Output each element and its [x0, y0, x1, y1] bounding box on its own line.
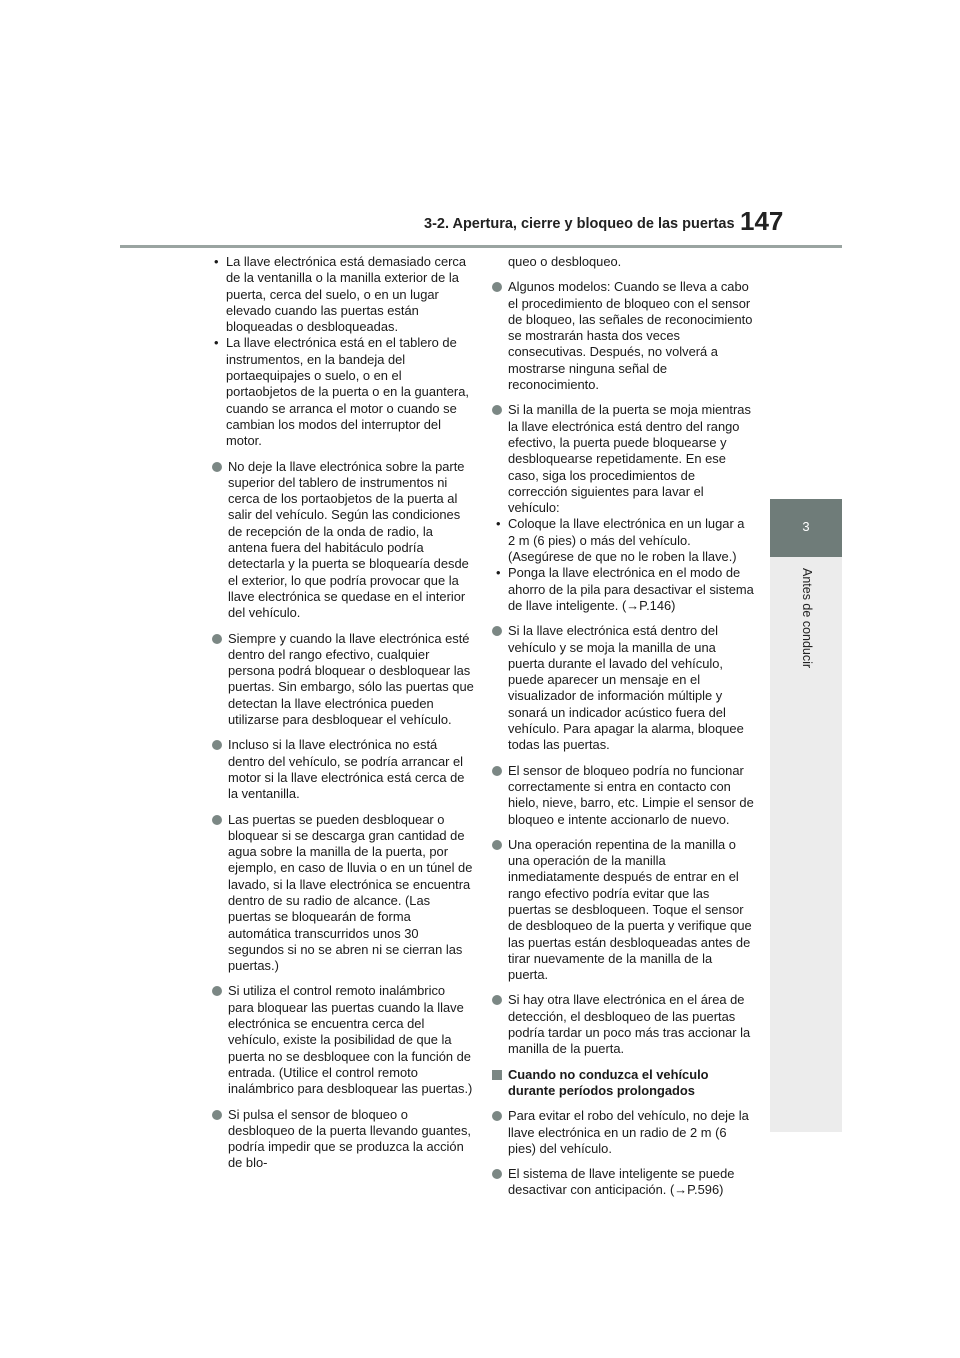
- left-column: [212, 254, 474, 1181]
- bullet-item: El sensor de bloqueo podría no funcionar correctamente si entra en contacto con hielo, nieve, barro, etc. Limpie el sensor de bloqueo e intente accionarlo de nuevo.: [492, 763, 754, 828]
- bullet-circle-icon: [492, 766, 502, 776]
- continuation-text: queo o desbloqueo.: [508, 254, 622, 269]
- sub-bullet: • La llave electrónica está en el tablero de instrumentos, en la bandeja del portaequipajes o suelo, o en el portaobjetos de la puerta o en la guantera, cuando se arranca el motor o cuando se cambian los modos del interruptor del motor.: [214, 335, 469, 449]
- header-rule: [120, 245, 842, 248]
- bullet-item: Si utiliza el control remoto inalámbrico para bloquear las puertas cuando la llave electrónica se encuentra cerca del vehículo, existe la posibilidad de que la puerta no se desbloquee con la función de entrada. (Utilice el control remoto inalámbrico para desbloquear las puertas.): [212, 983, 474, 1097]
- bullet-circle-icon: [212, 634, 222, 644]
- bullet-circle-icon: [212, 815, 222, 825]
- bullet-item: Si la llave electrónica está dentro del vehículo y se moja la manilla de una puerta durante el lavado del vehículo, puede aparecer un mensaje en el visualizador de información múltiple y sonará un indicador acústico fuera del vehículo. Para apagar la alarma, bloquee todas las puertas.: [492, 623, 754, 753]
- bullet-circle-icon: [492, 995, 502, 1005]
- bullet-circle-icon: [492, 1111, 502, 1121]
- bullet-circle-icon: [212, 1110, 222, 1120]
- bullet-item: Incluso si la llave electrónica no está dentro del vehículo, se podría arrancar el motor si la llave electrónica está cerca de la ventanilla.: [212, 737, 474, 802]
- bullet-circle-icon: [212, 462, 222, 472]
- right-column: [492, 254, 754, 1208]
- bullet-item: Si pulsa el sensor de bloqueo o desbloqueo de la puerta llevando guantes, podría impedir que se produzca la acción de blo-: [212, 1107, 474, 1172]
- bullet-circle-icon: [492, 405, 502, 415]
- chapter-number: 3: [802, 519, 810, 534]
- sub-bullet: • La llave electrónica está demasiado cerca de la ventanilla o la manilla exterior de la puerta, cerca del suelo, o en un lugar elevado cuando las puertas están bloqueadas o desbloqueadas.: [214, 254, 467, 335]
- chapter-tab: [770, 499, 842, 557]
- page-number: 147: [740, 206, 784, 236]
- bullet-item: Para evitar el robo del vehículo, no deje la llave electrónica en un radio de 2 m (6 pies) del vehículo.: [492, 1108, 754, 1157]
- bullet-item: Siempre y cuando la llave electrónica esté dentro del rango efectivo, cualquier persona podrá bloquear o desbloquear las puertas. Sin embargo, sólo las puertas que detectan la llave electrónica pueden utilizarse para desbloquear el vehículo.: [212, 631, 474, 729]
- bullet-item: Si hay otra llave electrónica en el área de detección, el desbloqueo de las puertas podría tardar un poco más tras accionar la manilla de la puerta.: [492, 992, 754, 1057]
- bullet-circle-icon: [212, 986, 222, 996]
- bullet-circle-icon: [492, 840, 502, 850]
- bullet-item: Las puertas se pueden desbloquear o bloquear si se descarga gran cantidad de agua sobre la manilla de la puerta, por ejemplo, en caso de lluvia o en un túnel de lavado, si la llave electrónica se encuentra dentro de su radio de alcance. (Las puertas se bloquearán de forma automática transcurridos unos 30 segundos si no se abren ni se cierran las puertas.): [212, 812, 474, 975]
- section-heading: Cuando no conduzca el vehículo durante períodos prolongados: [492, 1067, 754, 1100]
- bullet-item: El sistema de llave inteligente se puede desactivar con anticipación. (→P.596): [492, 1166, 754, 1199]
- bullet-item: Algunos modelos: Cuando se lleva a cabo el procedimiento de bloqueo con el sensor de bloqueo, las señales de reconocimiento se mostrarán hasta dos veces consecutivas. Después, no volverá a mostrarse ninguna señal de reconocimiento.: [492, 279, 754, 393]
- bullet-item: Si la manilla de la puerta se moja mientras la llave electrónica está dentro del rango efectivo, la puerta puede bloquearse y desbloquearse repetidamente. En ese caso, siga los procedimientos de corrección siguientes para lavar el vehículo: • Coloque la llave electrónica en un lugar a 2 m (6 pies) o más del vehículo. (Asegúrese de que no le roben la llave.) • Ponga la llave electrónica en el modo de ahorro de la pila para desactivar el sistema de llave inteligente. (→P.146): [492, 402, 754, 614]
- bullet-item: Una operación repentina de la manilla o una operación de la manilla inmediatamente después de entrar en el rango efectivo podría evitar que las puertas se desbloqueen. Toque el sensor de desbloqueo de la puerta y verifique que las puertas están desbloqueadas antes de tirar nuevamente de la manilla de la puerta.: [492, 837, 754, 984]
- bullet-circle-icon: [492, 1169, 502, 1179]
- sub-bullet: • Coloque la llave electrónica en un lugar a 2 m (6 pies) o más del vehículo. (Asegúrese de que no le roben la llave.): [496, 516, 745, 565]
- sub-bullet: • Ponga la llave electrónica en el modo de ahorro de la pila para desactivar el sistema de llave inteligente. (→P.146): [496, 565, 754, 613]
- section-square-icon: [492, 1070, 502, 1080]
- bullet-circle-icon: [492, 626, 502, 636]
- bullet-item: No deje la llave electrónica sobre la parte superior del tablero de instrumentos ni cerca de los portaobjetos de la puerta al salir del vehículo. Según las condiciones de recepción de la onda de radio, la antena fuera del habitáculo podría detectarla y la puerta se bloquearía desde el exterior, lo que podría provocar que la llave electrónica se quedase en el interior del vehículo.: [212, 459, 474, 622]
- section-header-title: 3-2. Apertura, cierre y bloqueo de las puertas: [424, 216, 735, 232]
- bullet-circle-icon: [492, 282, 502, 292]
- bullet-circle-icon: [212, 740, 222, 750]
- chapter-label: Antes de conducir: [800, 568, 814, 669]
- intro-sub-list: [212, 254, 474, 450]
